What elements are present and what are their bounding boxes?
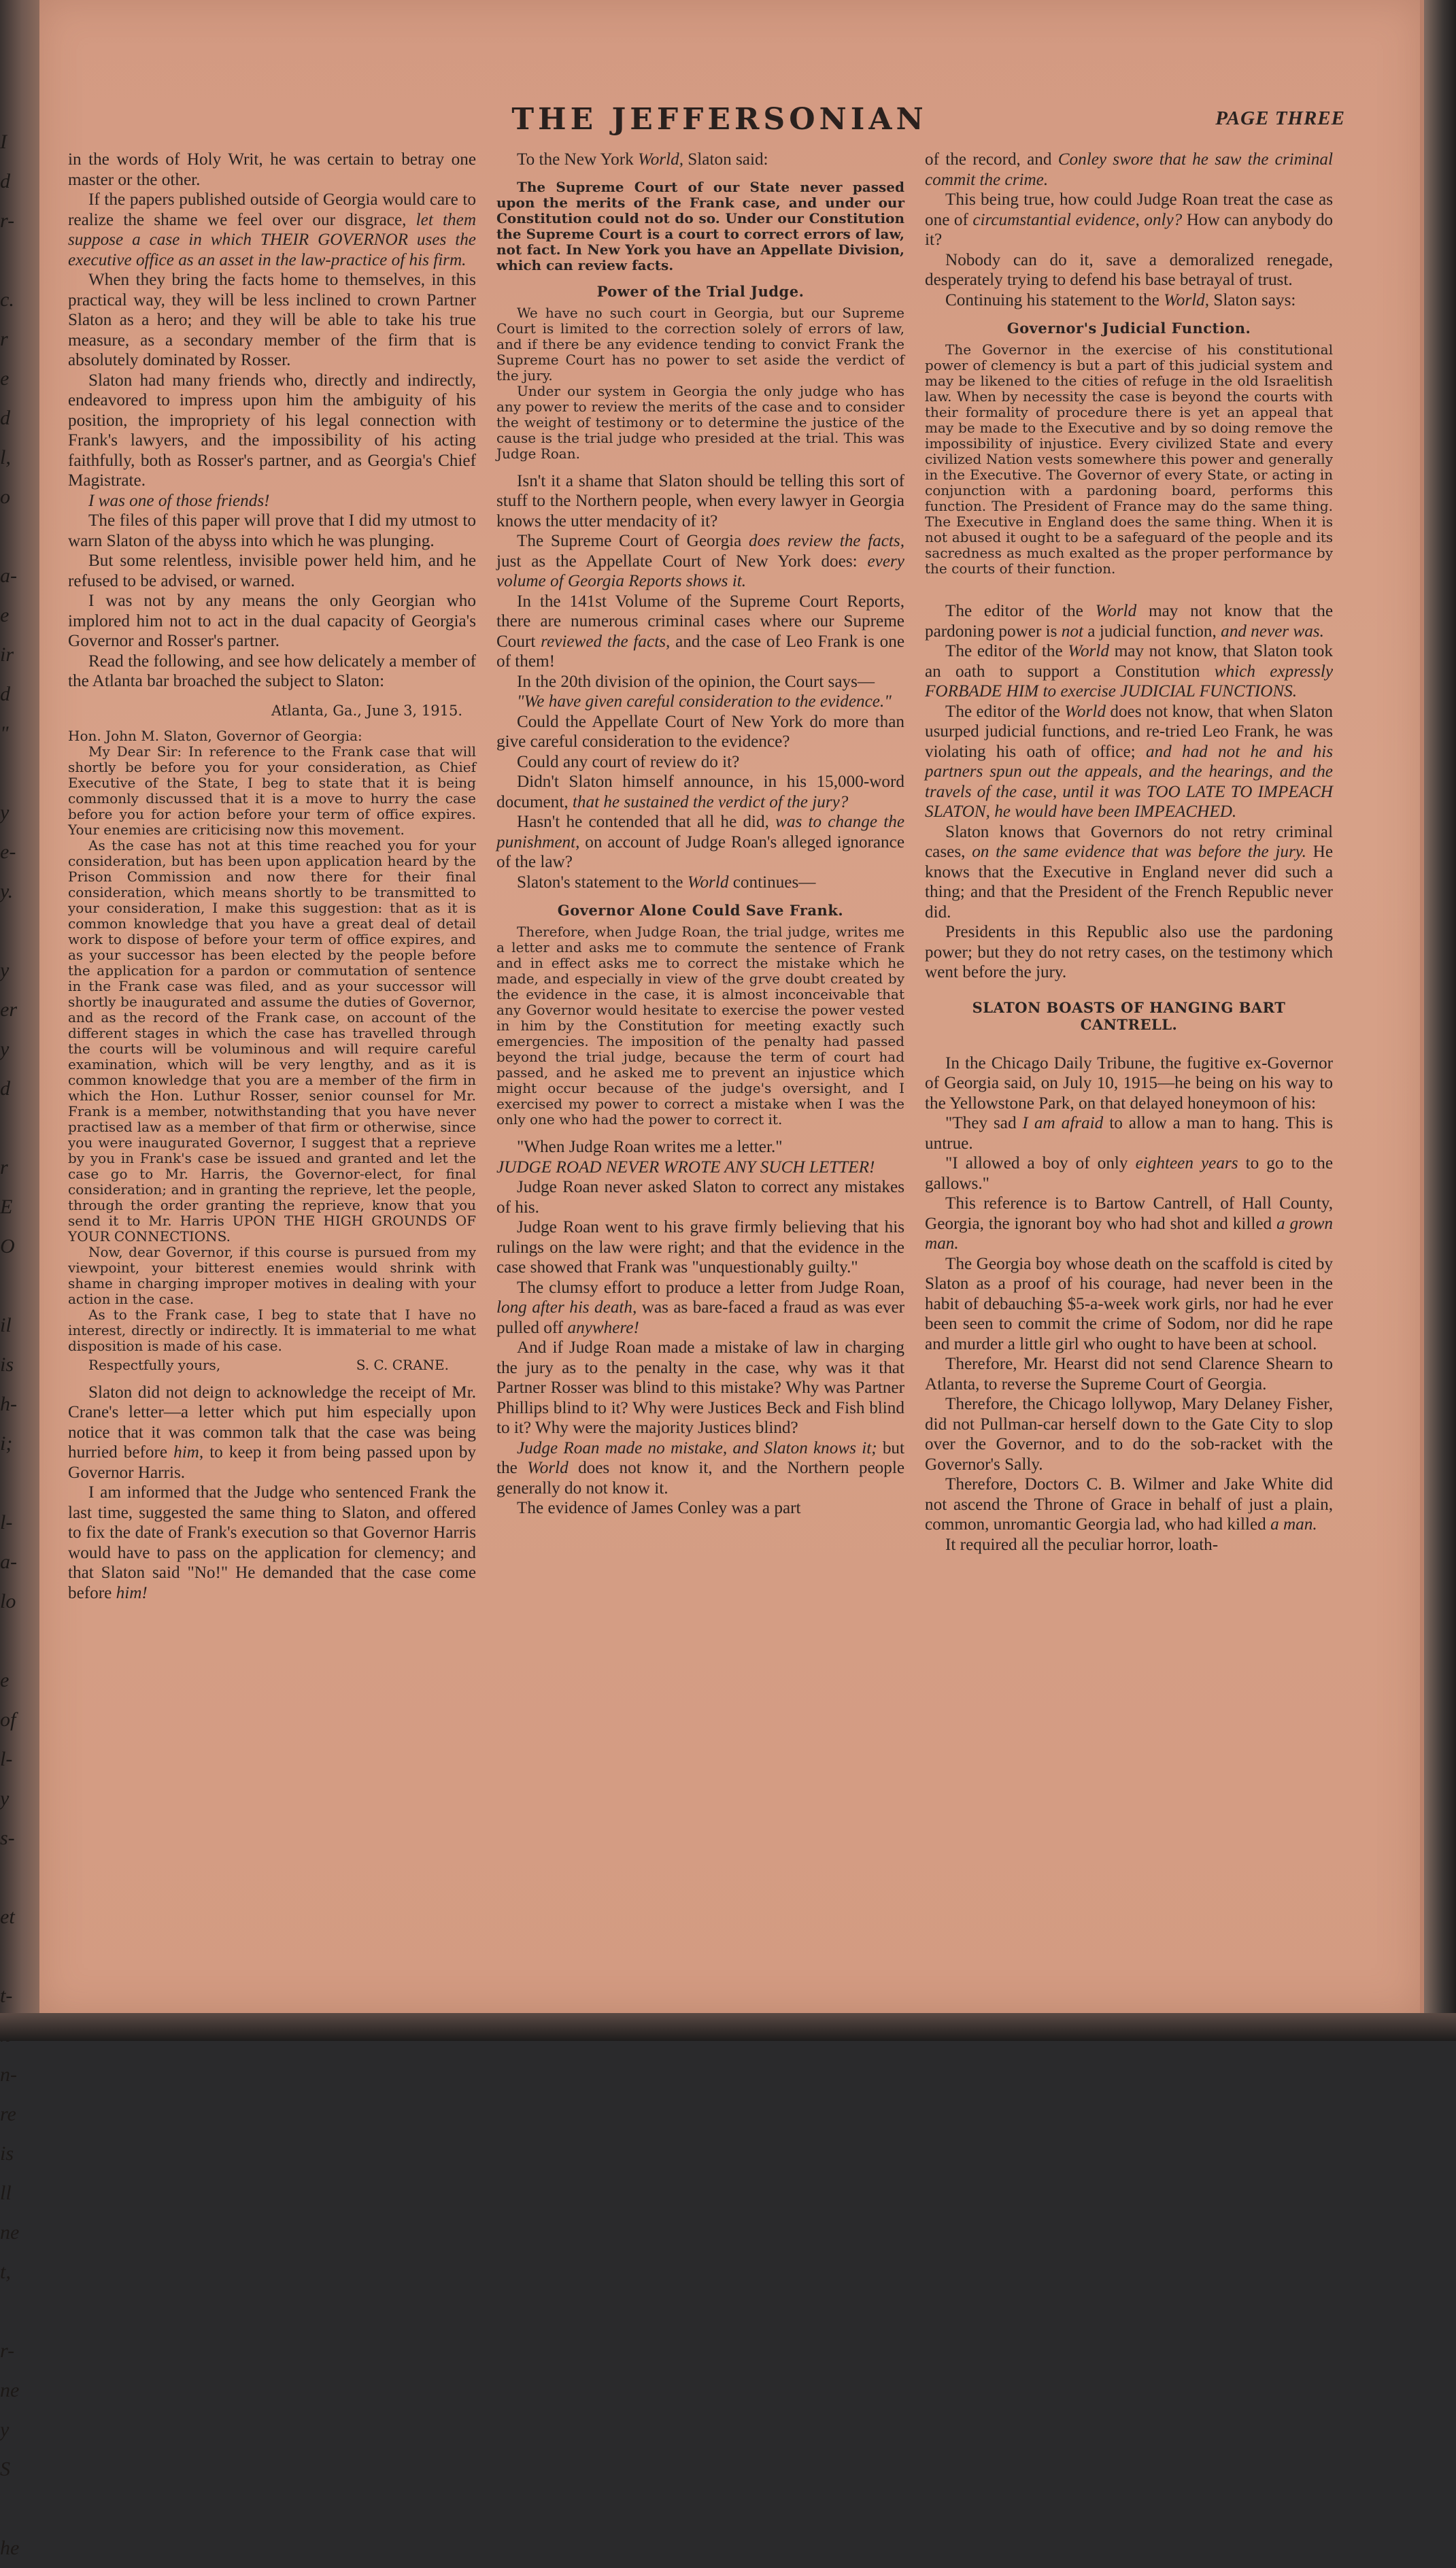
paragraph: "I allowed a boy of only eighteen years to go to the gallows." xyxy=(925,1154,1333,1193)
slaton-quote-3 xyxy=(925,320,1333,577)
letter-dateline: Atlanta, Ga., June 3, 1915. xyxy=(271,702,462,719)
newspaper-page xyxy=(39,0,1424,2013)
paragraph: Slaton had many friends who, directly and indirectly, endeavored to impress upon him the ambiguity of his position, the impropriety of his legal connection with Frank's lawyers, and the impossibility of his acting faithfully, both as Rosser's partner, and as Georgia's Chief Magistrate. xyxy=(68,371,476,490)
paragraph: In the 141st Volume of the Supreme Court Reports, there are numerous criminal cases where our Supreme Court reviewed the facts, and the case of Leo Frank is one of them! xyxy=(496,592,905,671)
paragraph: When they bring the facts home to themselves, in this practical way, they will be less inclined to crown Partner Slaton as a hero; and they will be able to take his true measure, as a secondary member of the firm that is absolutely dominated by Rosser. xyxy=(68,271,476,369)
letter-paragraph: As to the Frank case, I beg to state that I have no interest, directly or indirectly. It is immaterial to me what disposition is made of his case. xyxy=(68,1306,476,1354)
paragraph: Judge Roan made no mistake, and Slaton knows it; but the World does not know it, and the Northern people generally do not know it. xyxy=(496,1438,905,1498)
spine-text-fragments: I d r- c. r e d l, o a- e ir d " y e- y. y er y d r E O il is h- i; l- a- lo e of l- y s- et t- n- re is ll ne t, r- ne y S he xyxy=(0,131,20,2559)
paragraph: The Georgia boy whose death on the scaffold is cited by Slaton as a proof of his courage, had never been in the habit of debauching $5-a-week work girls, nor had he ever been seen to commit the crime of Sodom, nor did he rape and murder a little girl who ought to have been at school. xyxy=(925,1254,1333,1353)
paragraph: The evidence of James Conley was a part xyxy=(517,1499,801,1517)
paragraph: Isn't it a shame that Slaton should be telling this sort of stuff to the Northern people, when every lawyer in Georgia knows the utter mendacity of it? xyxy=(496,471,904,530)
paragraph: But some relentless, invisible power held him, and he refused to be advised, or warned. xyxy=(68,552,476,590)
paragraph: The editor of the World does not know, that when Slaton usurped judicial functions, and re-tried Leo Frank, he was violating his oath of office; and had not he and his partners spun out the appeals, and the hearings, and the travels of the case, until it was TOO LATE TO IMPEACH SLATON, he would have been IMPEACHED. xyxy=(925,702,1334,821)
paragraph: Therefore, Mr. Hearst did not send Clarence Shearn to Atlanta, to reverse the Supreme Court of Georgia. xyxy=(925,1355,1333,1393)
paragraph: Judge Roan never asked Slaton to correct any mistakes of his. xyxy=(496,1178,904,1217)
paragraph: Judge Roan went to his grave firmly believing that his rulings on the law were right; and that the evidence in the case showed that Frank was "unquestionably guilty." xyxy=(496,1218,904,1277)
paragraph: Could the Appellate Court of New York do more than give careful consideration to the evidence? xyxy=(496,712,904,751)
subheading: Governor's Judicial Function. xyxy=(1006,320,1251,337)
page-number-label: PAGE THREE xyxy=(1215,107,1345,129)
paragraph: The clumsy effort to produce a letter from Judge Roan, long after his death, was as bare-faced a fraud as was ever pulled off anywhere! xyxy=(496,1278,905,1337)
paragraph: "They sad I am afraid to allow a man to hang. This is untrue. xyxy=(925,1114,1334,1153)
paragraph: Hasn't he contended that all he did, was to change the punishment, on account of Judge Roan's alleged ignorance of the law? xyxy=(496,813,905,871)
paragraph: JUDGE ROAD NEVER WROTE ANY SUCH LETTER! xyxy=(496,1158,875,1177)
page-edge-bottom xyxy=(0,2013,1456,2041)
page-edge-right xyxy=(1424,0,1456,2041)
quote-paragraph: Under our system in Georgia the only judge who has any power to review the merits of the case and to consider the weight of testimony or to determine the justice of the cause is the trial judge who presided at the trial. This was Judge Roan. xyxy=(496,382,904,462)
subheading: Power of the Trial Judge. xyxy=(596,282,805,300)
quote-paragraph: The Governor in the exercise of his constitutional power of clemency is but a part of this judicial system and may be likened to the cities of refuge in the old Israelitish law. When by necessity the case is beyond the courts with their formality of procedure there is yet an appeal that may be made to the Executive and by so doing remove the impossibility of injustice. Every civilized State and every civilized Nation vests somewhere this power and generally in the Executive. The Governor of every State, or acting in conjunction with a pardoning board, performs this function. The President of France may do the same thing. The Executive in England does the same thing. When it is not abused it ought to be a safeguard of the people and its sacredness as much exalted as the proper performance by the courts of their function. xyxy=(925,341,1333,577)
spacer xyxy=(925,1038,1333,1053)
paragraph: It required all the peculiar horror, loath- xyxy=(945,1535,1219,1554)
paragraph: "We have given careful consideration to the evidence." xyxy=(517,692,892,711)
paragraph: Slaton's statement to the World continues— xyxy=(517,873,816,892)
quote-paragraph: We have no such court in Georgia, but our Supreme Court is limited to the correction solely of errors of law, and if there be any evidence tending to convict Frank the Supreme Court has no power to set aside the verdict of the jury. xyxy=(496,304,904,384)
paragraph: Therefore, the Chicago lollywop, Mary Delaney Fisher, did not Pullman-car herself down to the Gate City to slop over the Governor, and to do the sob-racket with the Governor's Sally. xyxy=(925,1395,1333,1474)
paragraph: In the 20th division of the opinion, the Court says— xyxy=(517,672,875,691)
paragraph: I am informed that the Judge who sentenced Frank the last time, suggested the same thing to Slaton, and offered to fix the date of Frank's execution so that Governor Harris would have to pass on the application for clemency; and that Slaton said "No!" He demanded that the case come before him! xyxy=(68,1483,476,1602)
slaton-quote-2 xyxy=(496,902,904,1128)
paragraph: This reference is to Bartow Cantrell, of Hall County, Georgia, the ignorant boy who had shot and killed a grown man. xyxy=(925,1194,1333,1253)
column-2 xyxy=(496,150,904,1904)
paragraph: "When Judge Roan writes me a letter." xyxy=(517,1138,783,1156)
letter-signature: Respectfully yours, S. C. CRANE. xyxy=(88,1356,449,1373)
letter-paragraph: My Dear Sir: In reference to the Frank case that will shortly be before you for your consideration, as Chief Executive of the State, I beg to state that it is being commonly discussed that it is a move to hurry the case before you for action before your term of office expires. Your enemies are criticising now this movement. xyxy=(68,743,476,838)
letter-paragraph: Now, dear Governor, if this course is pursued from my viewpoint, your bitterest enemies would shrink with shame in charging improper motives in dealing with your action in the case. xyxy=(68,1243,476,1307)
quote-paragraph: The Supreme Court of our State never passed upon the merits of the Frank case, and under our Constitution could not do so. Under our Constitution the Supreme Court is a court to correct errors of law, not fact. In New York you have an Appellate Division, which can review facts. xyxy=(496,178,904,273)
paragraph: To the New York World, Slaton said: xyxy=(517,150,768,169)
paragraph: The Supreme Court of Georgia does review the facts, just as the Appellate Court of New York does: every volume of Georgia Reports shows it. xyxy=(496,532,905,590)
masthead: THE JEFFERSONIAN xyxy=(511,102,928,137)
paragraph: In the Chicago Daily Tribune, the fugitive ex-Governor of Georgia said, on July 10, 1915—he being on his way to the Yellowstone Park, on that delayed honeymoon of his: xyxy=(925,1053,1333,1113)
crane-letter xyxy=(68,728,476,1373)
paragraph: of the record, and Conley swore that he saw the criminal commit the crime. xyxy=(925,150,1333,189)
slaton-quote xyxy=(496,180,904,462)
subheading: Governor Alone Could Save Frank. xyxy=(557,902,844,919)
paragraph: This being true, how could Judge Roan treat the case as one of circumstantial evidence, only? How can anybody do it? xyxy=(925,190,1334,249)
paragraph: Continuing his statement to the World, Slaton says: xyxy=(945,290,1296,309)
column-3 xyxy=(925,150,1333,1904)
letter-paragraph: As the case has not at this time reached you for your consideration, but has been upon application heard by the Prison Commission and now there for their final consideration, which means shortly to be transmitted to your consideration, I make this suggestion: that as it is common knowledge that you have a great deal of detail work to dispose of before your term of office expires, and as your successor has been elected by the people before the application for a pardon or commutation of sentence in the Frank case was filed, and as your successor will shortly be inaugurated and assume the duties of Governor, and as the record of the Frank case, on account of the different stages in which the case has travelled through the courts will be voluminous and will require careful examination, which will be very lengthy, and as it is common knowledge that you are a member of the firm in which the Hon. Luthur Rosser, senior counsel for Mr. Frank is a member, notwithstanding that you have never practised law as a member of that firm or otherwise, since you were inaugurated Governor, I suggest that a reprieve by you in Frank's case be issued and granted and let the case go to Mr. Harris, the Governor-elect, for final consideration; and in granting the reprieve, let the people, through the order granting the reprieve, know that you send it to Mr. Harris UPON THE HIGH GROUNDS OF YOUR CONNECTIONS. xyxy=(68,837,476,1245)
paragraph: Therefore, Doctors C. B. Wilmer and Jake White did not ascend the Throne of Grace in behalf of just a plain, common, unromantic Georgia lad, who had killed a man. xyxy=(925,1475,1333,1534)
paragraph: I was one of those friends! xyxy=(88,491,270,510)
paragraph: Slaton did not deign to acknowledge the receipt of Mr. Crane's letter—a letter which put him especially upon notice that it was common talk that the case was being hurried before him, to keep it from being passed upon by Governor Harris. xyxy=(68,1383,477,1482)
paragraph: Slaton knows that Governors do not retry criminal cases, on the same evidence that was before the jury. He knows that the Executive in England never did such a thing; and that the President of the French Republic never did. xyxy=(925,822,1333,922)
quote-paragraph: Therefore, when Judge Roan, the trial judge, writes me a letter and asks me to commute the sentence of Frank and in effect asks me to correct the mistake which he made, and especially in view of the grve doubt created by the evidence in the case, it is almost inconceivable that any Governor would hesitate to exercise the power vested in him by the Constitution for meeting exactly such emergencies. The imposition of the penalty had passed beyond the trial judge, because the term of court had passed, and he asked me to prevent an injustice which might occur because of the judge's oversight, and I exercised my power to correct a mistake when I was the only one who had the power to correct it. xyxy=(496,924,904,1128)
spacer xyxy=(925,586,1333,601)
paragraph: The editor of the World may not know that the pardoning power is not a judicial function, and never was. xyxy=(925,602,1333,641)
paragraph: If the papers published outside of Georgia would care to realize the shame we feel over our disgrace, let them suppose a case in which THEIR GOVERNOR uses the executive office as an asset in the law-practice of his firm. xyxy=(68,190,477,269)
paragraph: in the words of Holy Writ, he was certain to betray one master or the other. xyxy=(68,150,476,189)
paragraph: And if Judge Roan made a mistake of law in charging the jury as to the penalty in the case, why was it that Partner Rosser was blind to this mistake? Why was Partner Phillips blind to it? Why were Justices Beck and Fish blind to it? Why were the majority Justices blind? xyxy=(496,1338,904,1437)
book-spine xyxy=(0,0,39,2559)
paragraph: The files of this paper will prove that I did my utmost to warn Slaton of the abyss into which he was plunging. xyxy=(68,511,476,550)
paragraph: Presidents in this Republic also use the pardoning power; but they do not retry cases, on the testimony which went before the jury. xyxy=(925,923,1333,981)
paragraph: Didn't Slaton himself announce, in his 15,000-word document, that he sustained the verdict of the jury? xyxy=(496,773,904,811)
paragraph: The editor of the World may not know, that Slaton took an oath to support a Constitution which expressly FORBADE HIM to exercise JUDICIAL FUNCTIONS. xyxy=(925,642,1333,700)
letter-address: Hon. John M. Slaton, Governor of Georgia: xyxy=(68,727,362,744)
paragraph: Read the following, and see how delicately a member of the Atlanta bar broached the subject to Slaton: xyxy=(68,652,476,690)
subheading: SLATON BOASTS OF HANGING BART CANTRELL. xyxy=(972,998,1286,1033)
paragraph: Nobody can do it, save a demoralized renegade, desperately trying to defend his base betrayal of trust. xyxy=(925,250,1333,289)
column-1 xyxy=(68,150,476,1904)
paragraph: Could any court of review do it? xyxy=(517,752,740,771)
paragraph: I was not by any means the only Georgian who implored him not to act in the dual capacity of Georgia's Governor and Rosser's partner. xyxy=(68,592,476,650)
